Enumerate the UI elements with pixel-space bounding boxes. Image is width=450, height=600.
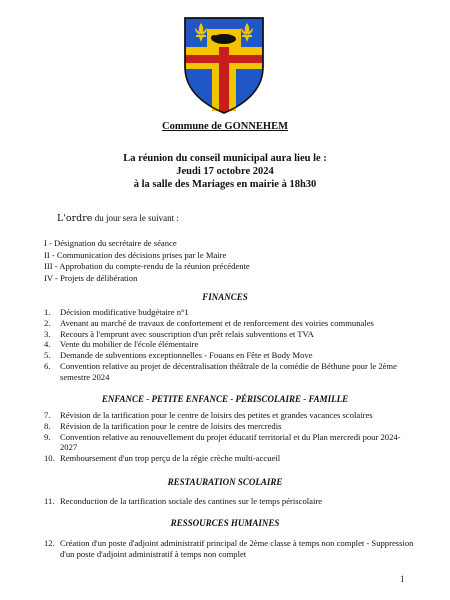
order-intro-lead: L'ordre bbox=[57, 213, 93, 224]
page-number: 1 bbox=[400, 574, 405, 584]
list-item: 6. Convention relative au projet de décentralisation théâtrale de la comédie de Béthune pour le 2ème semestre 2024 bbox=[44, 360, 397, 382]
roman-item: II - Communication des décisions prises par le Maire bbox=[44, 249, 227, 260]
order-intro-rest: du jour sera le suivant : bbox=[92, 213, 179, 223]
list-item: 4. Vente du mobilier de l'école élémentaire bbox=[44, 339, 199, 350]
list-item: 8. Révision de la tarification pour le centre de loisirs des mercredis bbox=[44, 420, 282, 431]
roman-item: IV - Projets de délibération bbox=[44, 272, 138, 283]
list-item: 12. Création d'un poste d'adjoint administratif principal de 2ème classe à temps non complet - Suppression d'un poste d'adjoint administratif à temps non complet bbox=[44, 538, 414, 559]
rh-list bbox=[44, 538, 416, 560]
section-title-restauration: RESTAURATION SCOLAIRE bbox=[167, 477, 283, 487]
roman-item: I - Désignation du secrétaire de séance bbox=[44, 238, 177, 248]
announce-line-2: Jeudi 17 octobre 2024 bbox=[176, 166, 274, 177]
section-title-rh: RESSOURCES HUMAINES bbox=[170, 518, 280, 528]
list-item: 9. Convention relative au renouvellement du projet éducatif territorial et du Plan mercredi pour 2024-2027 bbox=[44, 431, 401, 453]
announce-line-3: à la salle des Mariages en mairie à 18h30 bbox=[133, 179, 317, 190]
list-item: 1. Décision modificative budgétaire n°1 bbox=[44, 307, 189, 317]
enfance-list bbox=[44, 410, 416, 464]
order-intro bbox=[57, 213, 179, 224]
meeting-announcement bbox=[0, 152, 450, 191]
section-title-enfance: ENFANCE - PETITE ENFANCE - PÉRISCOLAIRE - FAMILLE bbox=[101, 394, 349, 404]
list-item: 5. Demande de subventions exceptionnelles - Fouans en Fête et Body Move bbox=[44, 350, 313, 361]
list-item: 2. Avenant au marché de travaux de confortement et de renforcement des voiries communales bbox=[44, 317, 374, 328]
list-item: 11. Reconduction de la tarification sociale des cantines sur le temps périscolaire bbox=[44, 496, 323, 506]
list-item: 7. Révision de la tarification pour le centre de loisirs des petites et grandes vacances scolaires bbox=[44, 410, 373, 420]
roman-item: III - Approbation du compte-rendu de la réunion précédente bbox=[44, 261, 250, 272]
list-item: 3. Recours à l'emprunt avec souscription d'un prêt relais subventions et TVA bbox=[44, 328, 314, 339]
section-title-finances: FINANCES bbox=[202, 292, 248, 302]
coat-of-arms-icon bbox=[181, 15, 267, 115]
commune-name: Commune de GONNEHEM bbox=[162, 121, 288, 132]
announce-line-1: La réunion du conseil municipal aura lieu le : bbox=[123, 153, 327, 164]
list-item: 10. Remboursement d'un trop perçu de la régie crèche multi-accueil bbox=[44, 453, 281, 464]
restauration-list bbox=[44, 496, 416, 507]
roman-list bbox=[44, 238, 250, 284]
finances-list bbox=[44, 307, 416, 383]
